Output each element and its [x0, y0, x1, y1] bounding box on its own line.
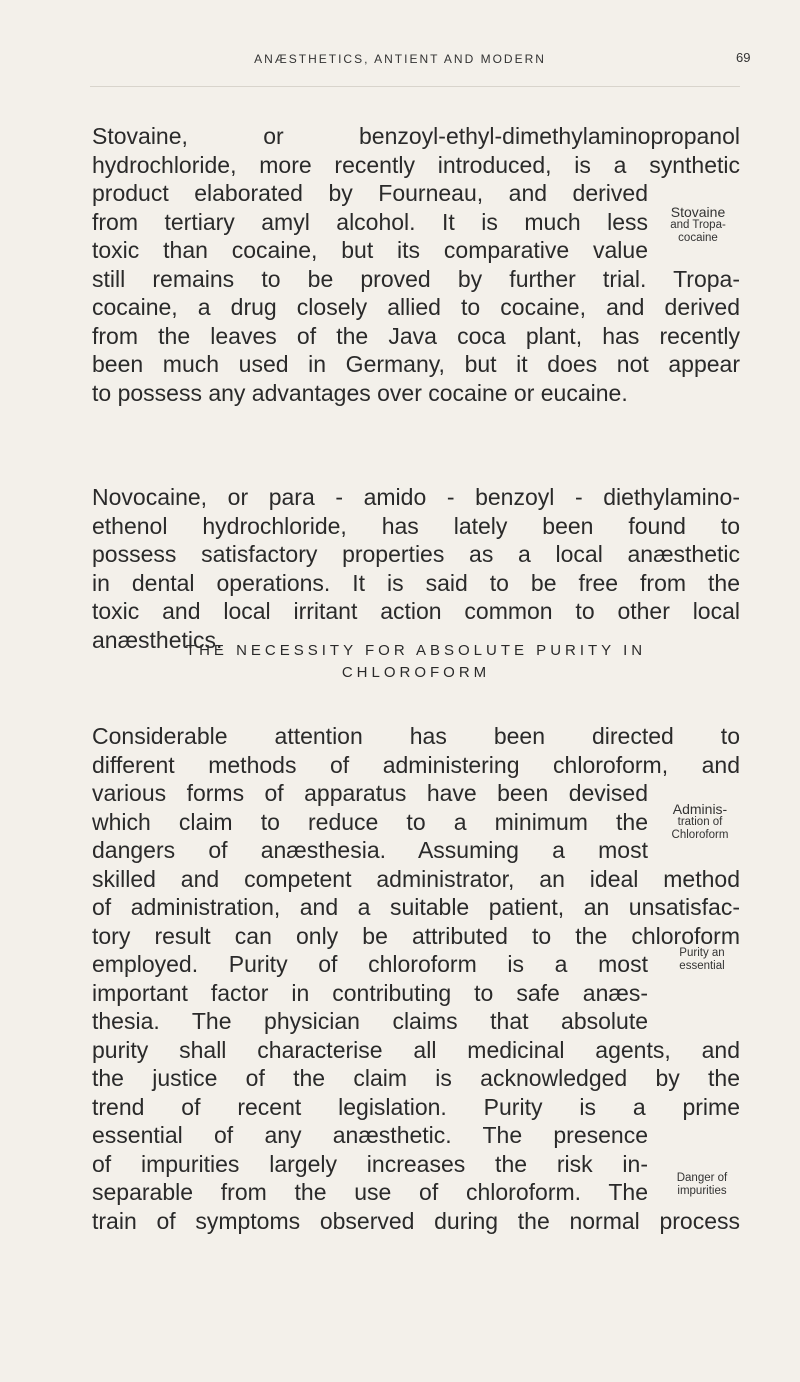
margin-note-line: impurities — [677, 1185, 727, 1197]
margin-note-line: and Tropa- — [670, 219, 726, 231]
margin-note-stovaine — [658, 206, 738, 245]
text-line: still remains to be proved by further trial. Tropa- — [92, 265, 740, 292]
text-line: which claim to reduce to a minimum the — [92, 808, 648, 835]
running-head-title: ANÆSTHETICS, ANTIENT AND MODERN — [254, 52, 546, 66]
text-line: tory result can only be attributed to the chloroform — [92, 922, 740, 949]
text-line: Stovaine, or benzoyl-ethyl-dimethylaminopropanol — [92, 123, 740, 149]
margin-note-line: Purity an — [679, 947, 725, 959]
margin-note-line: essential — [679, 960, 725, 972]
text-line: ethenol hydrochloride, has lately been found to — [92, 512, 740, 539]
text-line: important factor in contributing to safe anæs- — [92, 979, 648, 1006]
margin-note-line: Stovaine — [670, 204, 726, 220]
margin-note-danger — [662, 1172, 742, 1198]
text-line: been much used in Germany, but it does not appear — [92, 351, 740, 377]
text-line: various forms of apparatus have been devised — [92, 780, 648, 806]
margin-note-line: tration of — [677, 816, 723, 828]
section-heading-line: THE NECESSITY FOR ABSOLUTE PURITY IN — [185, 642, 647, 659]
paragraph-novocaine — [92, 483, 740, 654]
section-heading — [92, 640, 740, 684]
text-line: separable from the use of chloroform. The — [92, 1179, 648, 1205]
text-line: trend of recent legislation. Purity is a prime — [92, 1093, 740, 1120]
text-line: the justice of the claim is acknowledged by the — [92, 1065, 740, 1091]
text-line: different methods of administering chloroform, and — [92, 751, 740, 778]
text-line: purity shall characterise all medicinal agents, and — [92, 1036, 740, 1063]
page-number: 69 — [736, 50, 751, 65]
text-line: anæsthetics. — [92, 626, 223, 653]
margin-note-line: Chloroform — [671, 829, 729, 841]
margin-note-line: Adminis- — [672, 801, 728, 817]
text-line: from tertiary amyl alcohol. It is much less — [92, 208, 648, 235]
text-line: of impurities largely increases the risk in- — [92, 1150, 648, 1177]
text-line: product elaborated by Fourneau, and derived — [92, 180, 648, 206]
text-line: to possess any advantages over cocaine or eucaine. — [92, 379, 628, 406]
text-line: essential of any anæsthetic. The presence — [92, 1122, 648, 1148]
text-line: hydrochloride, more recently introduced, is a synthetic — [92, 151, 740, 178]
margin-note-administration — [660, 803, 740, 842]
paragraph-chloroform — [92, 722, 740, 1235]
text-line: toxic than cocaine, but its comparative value — [92, 237, 648, 263]
text-line: of administration, and a suitable patient, an unsatisfac- — [92, 894, 740, 920]
text-line: Considerable attention has been directed to — [92, 723, 740, 749]
section-heading-line: CHLOROFORM — [341, 664, 491, 681]
margin-note-purity — [662, 947, 742, 973]
margin-note-line: cocaine — [678, 232, 718, 244]
text-line: train of symptoms observed during the normal process — [92, 1207, 740, 1234]
text-line: from the leaves of the Java coca plant, has recently — [92, 322, 740, 349]
text-line: dangers of anæsthesia. Assuming a most — [92, 837, 648, 863]
text-line: in dental operations. It is said to be free from the — [92, 569, 740, 596]
text-line: employed. Purity of chloroform is a most — [92, 951, 648, 977]
header-rule — [90, 86, 740, 87]
text-line: thesia. The physician claims that absolute — [92, 1008, 648, 1034]
text-line: possess satisfactory properties as a local anæsthetic — [92, 541, 740, 567]
paragraph-stovaine — [92, 122, 740, 407]
text-line: cocaine, a drug closely allied to cocaine, and derived — [92, 294, 740, 320]
text-line: skilled and competent administrator, an ideal method — [92, 865, 740, 892]
margin-note-line: Danger of — [676, 1172, 728, 1184]
text-line: Novocaine, or para - amido - benzoyl - diethylamino- — [92, 484, 740, 510]
text-line: toxic and local irritant action common to other local — [92, 598, 740, 624]
